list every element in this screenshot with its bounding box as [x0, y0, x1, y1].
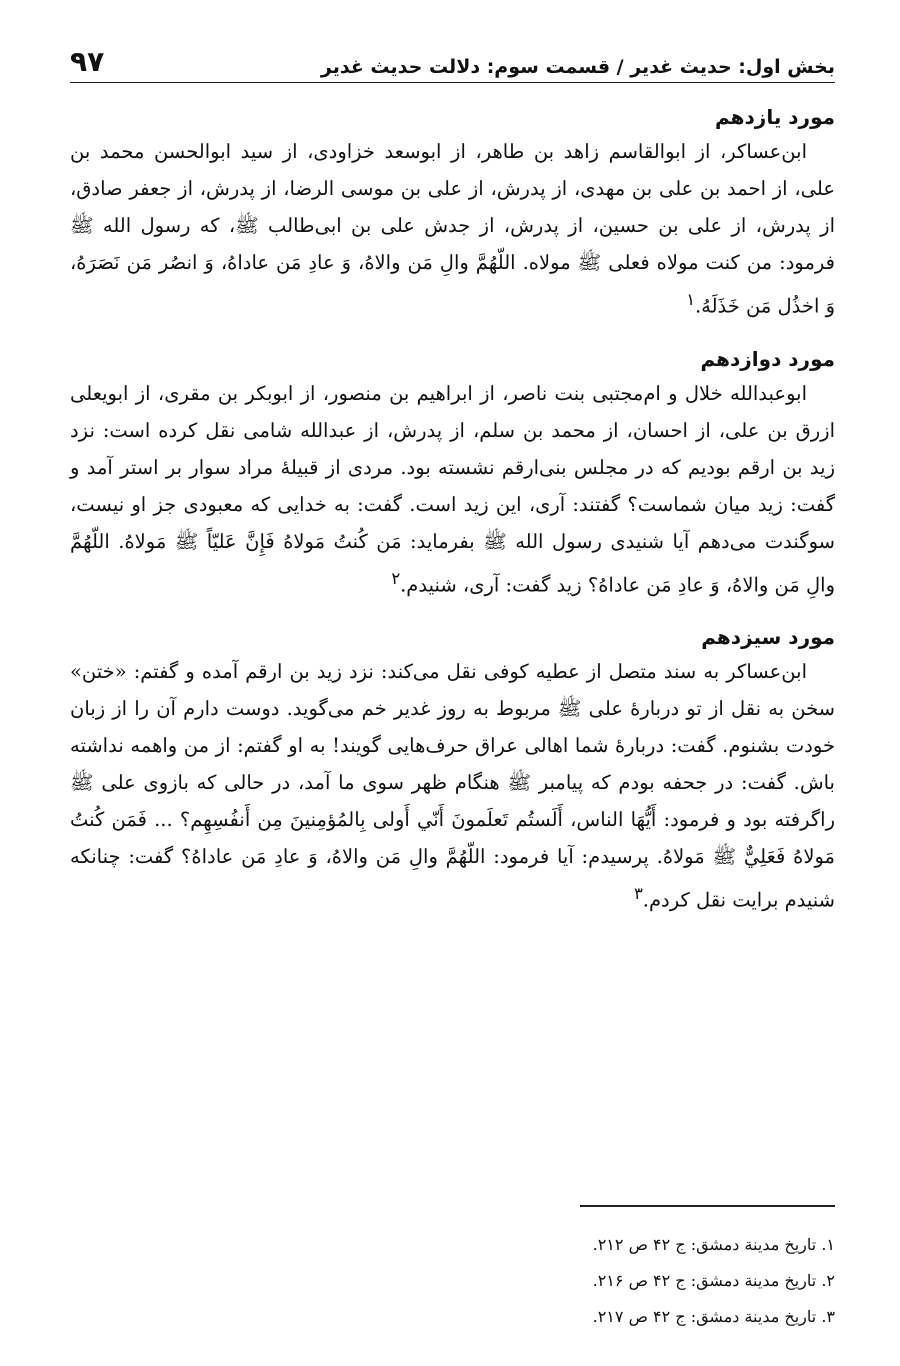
footnote: ۳. تاریخ مدینة دمشق: ج ۴۲ ص ۲۱۷. — [592, 1306, 835, 1326]
section-paragraph — [70, 375, 835, 604]
running-header — [70, 30, 835, 83]
paragraph-text: ابوعبدالله خلال و ام‌مجتبی بنت ناصر، از ابراهیم بن منصور، از ابوبکر بن مقری، از ابویعلی ازرق بن علی، از احسان، از محمد بن سلم، از پدرش، از عبدالله شامی نقل کرده است: نزد زید بن ارقم بودیم که در مجلس بنی‌ارقم نشسته بود. مردی از قبیلهٔ مراد سوار بر استر آمد و گفت: زید میان شماست؟ گفتند: آری، این زید است. گفت: به خدایی که معبودی جز او نیست، سوگندت می‌دهم آیا شنیدی رسول الله ﷺ بفرماید: مَن کُنتُ مَولاهُ فَإِنَّ عَلیّاً ﷺ مَولاهُ. اللّهُمَّ والِ مَن والاهُ، وَ عادِ مَن عاداهُ؟ زید گفت: آری، شنیدم. — [70, 381, 835, 596]
section-title: مورد دوازدهم — [700, 346, 835, 371]
footnote-ref[interactable]: ۱ — [686, 290, 695, 309]
footnote-ref[interactable]: ۲ — [391, 568, 401, 588]
book-page — [70, 30, 835, 1326]
section-13 — [70, 625, 835, 919]
footnotes — [70, 1205, 835, 1335]
footnote: ۲. تاریخ مدینة دمشق: ج ۴۲ ص ۲۱۶. — [592, 1270, 835, 1290]
page-number: ۹۷ — [70, 45, 105, 78]
section-11 — [70, 105, 835, 325]
header-title: بخش اول: حدیث غدیر / قسمت سوم: دلالت حدیث غدیر — [320, 56, 835, 78]
footnote-ref[interactable]: ۳ — [634, 884, 643, 903]
section-paragraph — [70, 133, 835, 325]
footnote-divider — [580, 1205, 835, 1207]
section-title: مورد یازدهم — [714, 105, 835, 129]
section-title: مورد سیزدهم — [701, 625, 835, 649]
section-12 — [70, 347, 835, 604]
footnote: ۱. تاریخ مدینة دمشق: ج ۴۲ ص ۲۱۲. — [592, 1234, 835, 1254]
paragraph-text: ابن‌عساکر، از ابوالقاسم زاهد بن طاهر، از ابوسعد خزاودی، از سید ابوالحسن محمد بن علی، از احمد بن علی بن مهدی، از پدرش، از علی بن موسی الرضا، از پدرش، از جعفر صادق، از پدرش، از علی بن حسین، از پدرش، از جدش علی بن ابی‌طالب ﷺ، که رسول الله ﷺ فرمود: من کنت مولاه فعلی ﷺ مولاه. اللّهُمَّ والِ مَن والاهُ، وَ عادِ مَن عاداهُ، وَ انصُر مَن نَصَرَهُ، وَ اخذُل مَن خَذَلَهُ. — [70, 140, 835, 318]
section-paragraph — [70, 653, 835, 919]
paragraph-text: ابن‌عساکر به سند متصل از عطیه کوفی نقل می‌کند: نزد زید بن ارقم آمده و گفتم: «ختن» سخن به نقل از تو دربارهٔ علی ﷺ مربوط به روز غدیر خم می‌گوید. دوست دارم آن را از زبان خودت بشنوم. گفت: دربارهٔ شما اهالی عراق حرف‌هایی گویند! به او گفتم: از من واهمه نداشته باش. گفت: در جحفه بودم که پیامبر ﷺ هنگام ظهر سوی ما آمد، در حالی که بازوی علی ﷺ راگرفته بود و فرمود: أَيُّهَا الناس، أَلَستُم تَعلَمونَ أَنّي أَولی بِالمُؤمِنينَ مِن أَنفُسِهِم؟ ... فَمَن كُنتُ مَولاهُ فَعَلِيٌّ ﷺ مَولاهُ. پرسیدم: آیا فرمود: اللّهُمَّ والِ مَن والاهُ، وَ عادِ مَن عاداهُ؟ گفت: چنانکه شنیدم برایت نقل کردم. — [70, 660, 835, 912]
